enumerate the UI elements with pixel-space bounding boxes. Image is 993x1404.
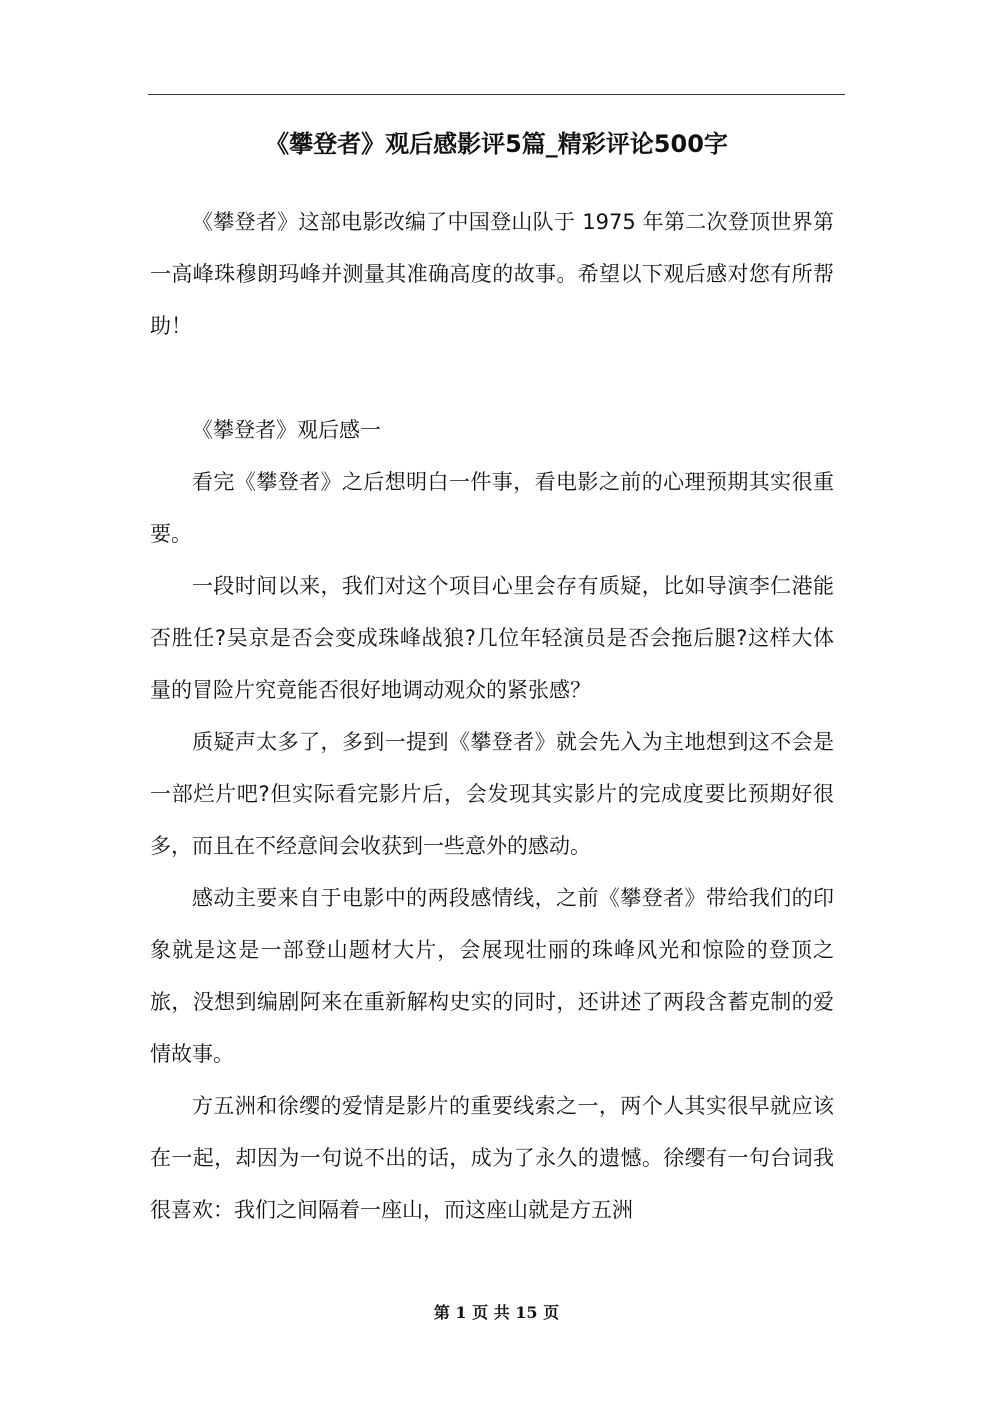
body-paragraph: 一段时间以来，我们对这个项目心里会存有质疑，比如导演李仁港能否胜任?吴京是否会变成珠峰战狼?几位年轻演员是否会拖后腿?这样大体量的冒险片究竟能否很好地调动观众的紧张感？ (150, 574, 834, 702)
document-body (150, 196, 834, 1236)
intro-paragraph: 《攀登者》这部电影改编了中国登山队于 1975 年第二次登顶世界第一高峰珠穆朗玛峰并测量其准确高度的故事。希望以下观后感对您有所帮助！ (150, 210, 834, 338)
document-title: 《攀登者》观后感影评5篇_精彩评论500字 (265, 130, 728, 158)
body-paragraph: 感动主要来自于电影中的两段感情线，之前《攀登者》带给我们的印象就是这是一部登山题材大片，会展现壮丽的珠峰风光和惊险的登顶之旅，没想到编剧阿来在重新解构史实的同时，还讲述了两段含蓄克制的爱情故事。 (150, 886, 834, 1066)
section-heading: 《攀登者》观后感一 (192, 418, 381, 442)
body-paragraph: 看完《攀登者》之后想明白一件事，看电影之前的心理预期其实很重要。 (150, 470, 834, 546)
body-paragraph: 方五洲和徐缨的爱情是影片的重要线索之一，两个人其实很早就应该在一起，却因为一句说不出的话，成为了永久的遗憾。徐缨有一句台词我很喜欢：我们之间隔着一座山，而这座山就是方五洲 (150, 1094, 834, 1222)
header-rule (148, 94, 845, 95)
body-paragraph: 质疑声太多了，多到一提到《攀登者》就会先入为主地想到这不会是一部烂片吧?但实际看完影片后，会发现其实影片的完成度要比预期好很多，而且在不经意间会收获到一些意外的感动。 (150, 730, 834, 858)
page-footer: 第 1 页 共 15 页 (433, 1303, 560, 1322)
